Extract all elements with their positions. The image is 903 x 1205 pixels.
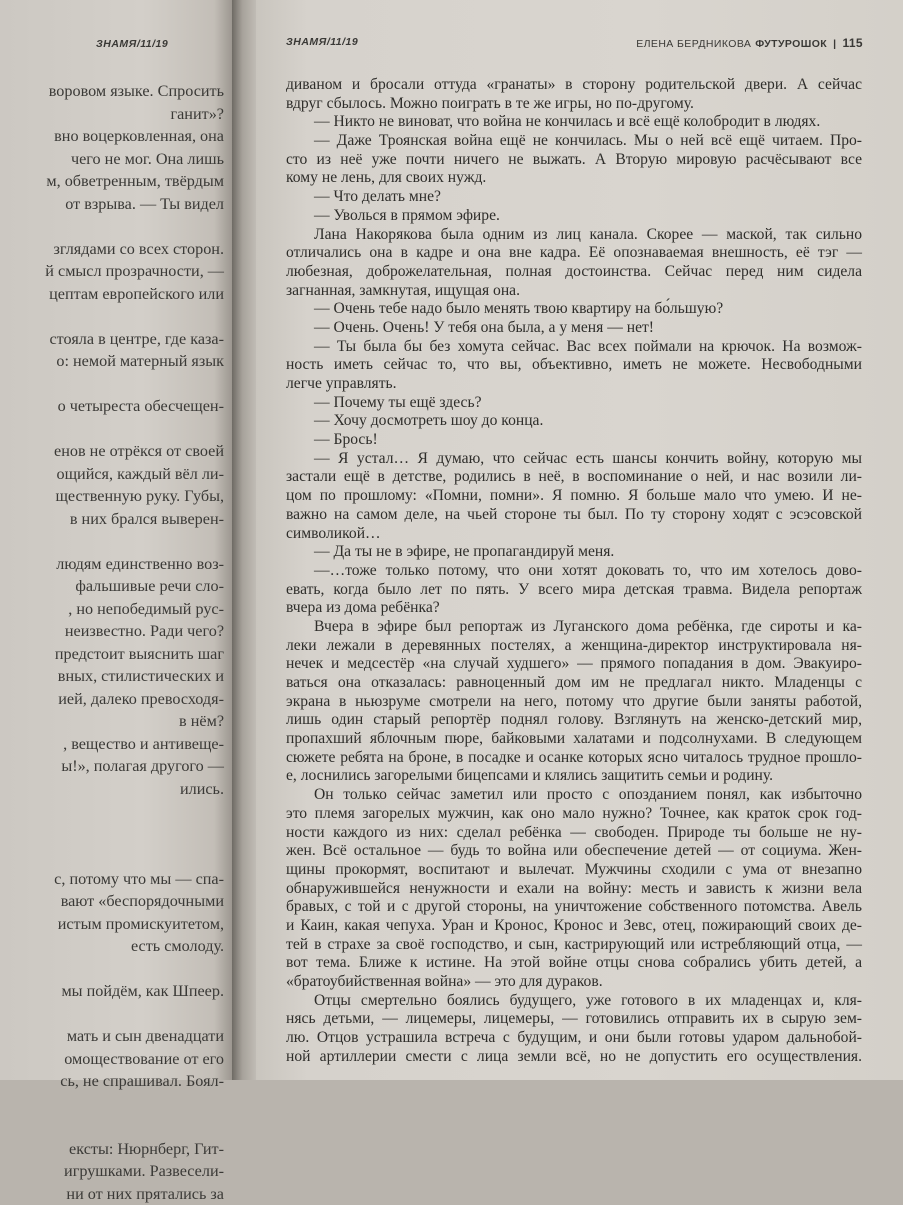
work-title: ФУТУРОШОК [755,38,827,50]
text-line: — Брось! [286,431,862,450]
text-line: вчера из дома ребёнка? [286,599,862,618]
left-text-line: вных, стилистических и [0,665,232,688]
left-text-line: цептам европейского или [0,283,232,306]
left-text-line: омоществование от его [0,1048,232,1071]
left-text-line: й смысл прозрачности, — [0,260,232,283]
left-text-line: щественную руку. Губы, [0,485,232,508]
text-line: — Почему ты ещё здесь? [286,394,862,413]
text-line: застали ещё в детстве, родились в неё, в воспоминание о ней, и нас возили ли- [286,468,862,487]
main-text [286,76,862,1066]
text-line: экрана в ньюзруме смотрели на него, потому что другие были заняты работой, [286,693,862,712]
left-text-line: предстоит выяснить шаг [0,643,232,666]
right-page [256,0,903,1080]
text-line: Вчера в эфире был репортаж из Луганского дома ребёнка, где сироты и ка- [286,618,862,637]
left-text-line: ией, далеко превосходя- [0,688,232,711]
left-text-line [0,800,232,823]
left-text-line [0,823,232,846]
text-line: цом по прошлому: «Помни, помни». Я помню. Я больше мало что умею. И не- [286,487,862,506]
text-line: Лана Накорякова была одним из лиц канала. Скорее — маской, так сильно [286,226,862,245]
text-line: — Уволься в прямом эфире. [286,207,862,226]
left-page-text [0,80,232,1205]
left-text-line [0,530,232,553]
left-text-line: , вещество и антивеще- [0,733,232,756]
page-header [286,36,863,52]
text-line: — Ты была бы без хомута сейчас. Вас всех поймали на крючок. На возмож- [286,338,862,357]
text-line: Он только сейчас заметил или просто с опозданием понял, как избыточно [286,786,862,805]
left-text-line [0,958,232,981]
left-text-line: ы!», полагая другого — [0,755,232,778]
text-line: — Я устал… Я думаю, что сейчас есть шансы кончить войну, которую мы [286,450,862,469]
left-text-line: ганит»? [0,103,232,126]
text-line: сюжете ребята на броне, в посадке и осанке которых ясно читалось трудное прошло- [286,749,862,768]
text-line: — Очень тебе надо было менять твою квартиру на бо́льшую? [286,300,862,319]
text-line: — Что делать мне? [286,188,862,207]
left-text-line: вно воцерковленная, она [0,125,232,148]
text-line: сто из неё уже почти ничего не выжать. А Вторую мировую расчёсывают все [286,151,862,170]
left-text-line: , но непобедимый рус- [0,598,232,621]
text-line: лишь один старый репортёр поднял голову. Взглянуть на женско-детский мир, [286,711,862,730]
left-text-line: чего не мог. Она лишь [0,148,232,171]
left-text-line: сь, не спрашивал. Боял- [0,1070,232,1093]
text-line: жен. Всё остальное — будь то война или обеспечение детей — от социума. Жен- [286,842,862,861]
text-line: пропахший яблочным пюре, байковыми халатами и подсолнухами. В следующем [286,730,862,749]
text-line: это племя загорелых мужчин, как оно мало нужно? Точнее, как краток срок год- [286,805,862,824]
text-line: важно на самом деле, на чьей стороне ты был. По ту сторону ходят с эсэсовской [286,506,862,525]
author-name: ЕЛЕНА БЕРДНИКОВА [636,38,751,50]
left-text-line: воровом языке. Спросить [0,80,232,103]
left-text-line [0,418,232,441]
text-line: диваном и бросали оттуда «гранаты» в сторону родительской двери. А сейчас [286,76,862,95]
text-line: лю. Отцов устрашила встреча с будущим, и они были готовы ударом дальнобой- [286,1029,862,1048]
left-text-line: вают «беспорядочными [0,890,232,913]
text-line: ности каждого из них: сделал ребёнка — свободен. Природе ты больше не ну- [286,824,862,843]
text-line: — Да ты не в эфире, не пропагандируй меня. [286,543,862,562]
journal-issue: ЗНАМЯ/11/19 [286,36,358,48]
text-line: бравых, с той и с другой стороны, на уничтожение собственного потомства. Авель [286,898,862,917]
left-text-line: игрушками. Развесели- [0,1160,232,1183]
text-line: е, лоснились загорелыми бицепсами и клялись защитить семьи и родину. [286,767,862,786]
left-text-line [0,305,232,328]
left-text-line: стояла в центре, где каза- [0,328,232,351]
text-line: —…тоже только потому, что они хотят доковать то, что им хотелось дово- [286,562,862,581]
left-text-line [0,1115,232,1138]
text-line: — Очень. Очень! У тебя она была, а у меня — нет! [286,319,862,338]
text-line: ваться она отказалась: равноценный дом им не предлагал никто. Младенцы с [286,674,862,693]
left-text-line: в нём? [0,710,232,733]
left-text-line: м, обветренным, твёрдым [0,170,232,193]
left-text-line: ощийся, каждый вёл ли- [0,463,232,486]
left-text-line: людям единственно воз- [0,553,232,576]
left-page [0,0,238,1080]
text-line: кому не лень, для своих нужд. [286,169,862,188]
left-text-line [0,215,232,238]
text-line: и Каин, какая чепуха. Уран и Кронос, Кронос и Зевс, отец, пожирающий своих де- [286,917,862,936]
text-line: вот тема. Ближе к истине. На этой войне отцы снова собрались убить детей, а [286,954,862,973]
left-text-line [0,845,232,868]
text-line: вдруг сбылось. Можно поиграть в те же игры, но по-другому. [286,95,862,114]
header-separator: | [833,38,836,50]
left-text-line: ни от них прятались за [0,1183,232,1205]
left-text-line: есть смолоду. [0,935,232,958]
text-line: ность иметь сейчас то, что вы, объективно, иметь не можете. Несвободными [286,356,862,375]
left-running-head: ЗНАМЯ/11/19 [96,38,168,50]
left-text-line: мать и сын двенадцати [0,1025,232,1048]
text-line: «братоубийственная война» — это для дураков. [286,973,862,992]
header-right [636,36,863,50]
text-line: загнанная, замкнутая, ищущая она. [286,282,862,301]
left-text-line: неизвестно. Ради чего? [0,620,232,643]
left-text-line: ились. [0,778,232,801]
text-line: тей в страхе за своё господство, и сын, кастрирующий или истребляющий отца, — [286,936,862,955]
text-line: — Даже Троянская война ещё не кончилась. Мы о ней всё ещё читаем. Про- [286,132,862,151]
text-line: евать, когда было лет по пять. У всего мира детская травма. Видела репортаж [286,581,862,600]
text-line: — Хочу досмотреть шоу до конца. [286,412,862,431]
left-text-line: истым промискуитетом, [0,913,232,936]
left-text-line [0,1093,232,1116]
text-line: ной артиллерии смести с лица земли всё, но не допустить его осуществления. [286,1048,862,1067]
text-line: легче управлять. [286,375,862,394]
left-text-line: фальшивые речи сло- [0,575,232,598]
left-text-line: мы пойдём, как Шпеер. [0,980,232,1003]
left-text-line [0,1003,232,1026]
left-text-line: о четыреста обесчещен- [0,395,232,418]
left-text-line: с, потому что мы — спа- [0,868,232,891]
text-line: щины прокормят, воспитают и вылечат. Мужчины сходили с ума от внезапно [286,861,862,880]
left-text-line: о: немой матерный язык [0,350,232,373]
text-line: нясь детьми, — лицемеры, лицемеры, — готовились отправить их в сырую зем- [286,1010,862,1029]
text-line: леки лежали в деревянных постелях, а женщина-директор инструктировала ня- [286,637,862,656]
page-number: 115 [842,36,863,50]
left-text-line: зглядами со всех сторон. [0,238,232,261]
text-line: Отцы смертельно боялись будущего, уже готового в их младенцах и, кля- [286,992,862,1011]
left-text-line [0,373,232,396]
left-text-line: ексты: Нюрнберг, Гит- [0,1138,232,1161]
left-text-line: енов не отрёкся от своей [0,440,232,463]
text-line: нечек и медсестёр «на случай худшего» — прямого попадания в дом. Эвакуиро- [286,655,862,674]
text-line: символикой… [286,525,862,544]
left-text-line: в них брался выверен- [0,508,232,531]
text-line: — Никто не виноват, что война не кончилась и всё ещё колобродит в людях. [286,113,862,132]
text-line: отличались она в кадре и она вне кадра. Её опознаваемая внешность, её тэг — [286,244,862,263]
left-text-line: от взрыва. — Ты видел [0,193,232,216]
text-line: любезная, доброжелательная, полная достоинства. Сейчас перед ним сидела [286,263,862,282]
text-line: обнаружившейся ненужности и ехали на войну: месть и зависть к жизни вела [286,880,862,899]
